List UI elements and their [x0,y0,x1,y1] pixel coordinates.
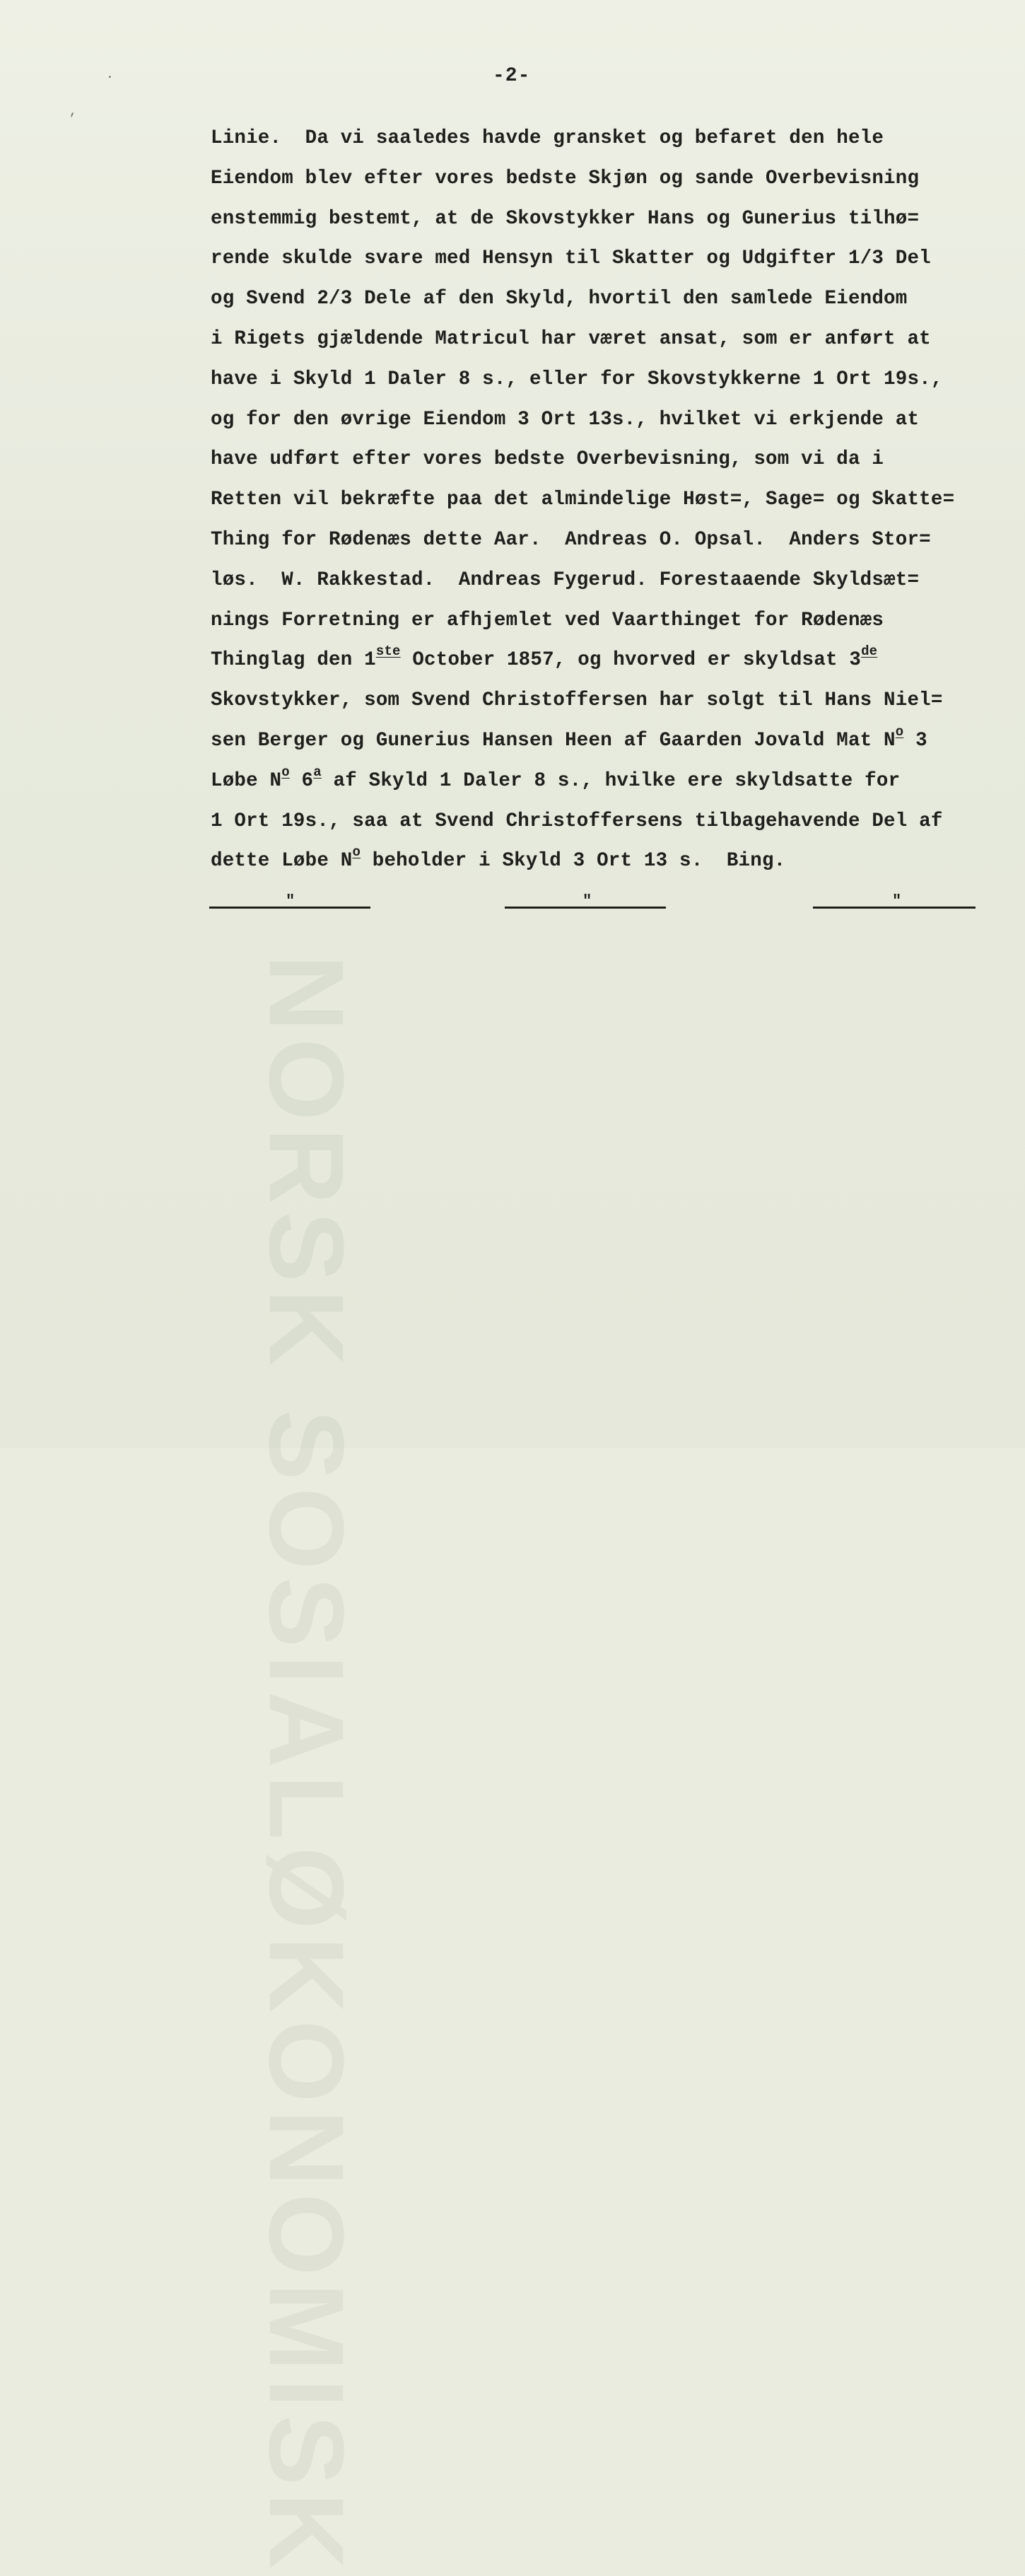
text-line [211,279,1002,320]
ditto-mark-left: " [286,892,295,910]
superscript: o [281,764,290,780]
text-run: sen Berger og Gunerius Hansen Heen af Gaarden Jovald Mat N [211,729,896,752]
text-run: 3 [903,729,927,752]
text-line [211,520,1002,561]
text-run: 6 [289,769,314,792]
text-run: i Rigets gjældende Matricul har været ansat, som er anført at [211,327,931,350]
superscript: o [895,723,904,740]
text-line [211,440,1002,480]
text-line [211,841,1002,882]
superscript: de [861,643,878,660]
text-run: Thing for Rødenæs dette Aar. Andreas O. Opsal. Anders Stor= [211,528,931,551]
text-run: Retten vil bekræfte paa det almindelige Høst=, Sage= og Skatte= [211,489,955,511]
text-run: nings Forretning er afhjemlet ved Vaarthinget for Rødenæs [211,609,884,631]
text-line [211,199,1002,240]
text-run: beholder i Skyld 3 Ort 13 s. Bing. [361,850,786,873]
text-line [211,159,1002,199]
text-run: have udført efter vores bedste Overbevisning, som vi da i [211,448,884,471]
text-run: Linie. Da vi saaledes havde gransket og befaret den hele [211,127,884,149]
text-run: enstemmig bestemt, at de Skovstykker Hans og Gunerius tilhø= [211,207,920,230]
text-line [211,561,1002,601]
text-line [211,601,1002,641]
text-line [211,721,1002,762]
text-line [211,681,1002,721]
text-run: rende skulde svare med Hensyn til Skatter og Udgifter 1/3 Del [211,247,931,270]
text-run: Løbe N [211,769,282,792]
text-line [211,802,1002,842]
text-line [211,400,1002,441]
text-line [211,239,1002,279]
text-run: dette Løbe N [211,850,353,873]
margin-speck: , [69,105,77,119]
text-run: og for den øvrige Eiendom 3 Ort 13s., hvilket vi erkjende at [211,408,920,431]
body-text [211,119,1002,882]
watermark: NORSK SOSIALØKONOMISK [247,955,366,2576]
text-run: af Skyld 1 Daler 8 s., hvilke ere skyldsatte for [321,769,901,792]
text-run: October 1857, og hvorved er skyldsat 3 [400,649,862,672]
text-run: Skovstykker, som Svend Christoffersen har solgt til Hans Niel= [211,689,943,712]
text-line [211,320,1002,360]
text-line [211,119,1002,159]
margin-speck: · [106,71,114,85]
text-run: have i Skyld 1 Daler 8 s., eller for Skovstykkerne 1 Ort 19s., [211,368,943,390]
superscript: o [352,844,361,861]
text-run: Eiendom blev efter vores bedste Skjøn og sande Overbevisning [211,167,920,190]
text-run: løs. W. Rakkestad. Andreas Fygerud. Forestaaende Skyldsæt= [211,569,920,591]
ditto-mark-right: " [892,892,902,910]
text-run: og Svend 2/3 Dele af den Skyld, hvortil den samlede Eiendom [211,288,908,310]
text-run: 1 Ort 19s., saa at Svend Christoffersens tilbagehavende Del af [211,810,943,832]
superscript: ste [375,643,401,660]
page-number: -2- [493,65,531,87]
superscript: a [313,764,322,780]
text-line [211,762,1002,802]
text-line [211,641,1002,681]
ditto-mark-center: " [582,892,592,910]
text-run: Thinglag den 1 [211,649,376,672]
text-line [211,480,1002,520]
text-line [211,360,1002,400]
